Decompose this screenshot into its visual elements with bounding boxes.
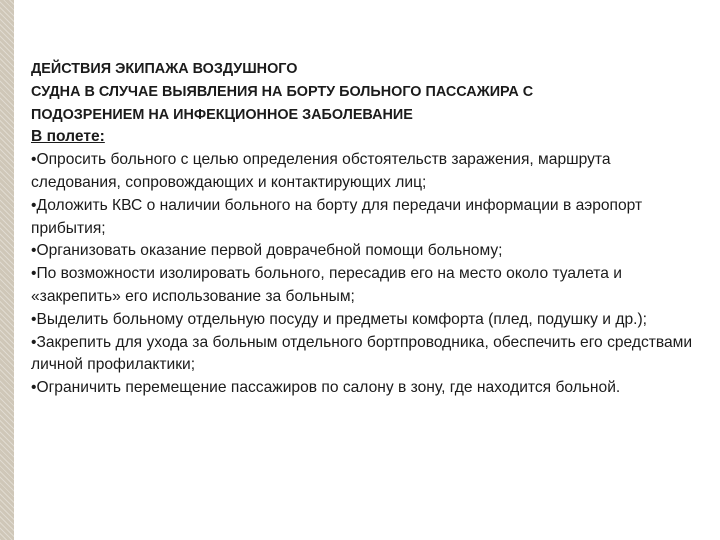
list-item xyxy=(31,377,703,400)
decorative-side-stripe xyxy=(0,0,14,540)
list-item xyxy=(31,309,703,332)
slide-title xyxy=(31,58,703,126)
bullet-marker: • xyxy=(31,379,37,397)
bullet-marker: • xyxy=(31,196,37,214)
list-item-text: Доложить КВС о наличии больного на борту для передачи информации в аэропорт прибытия; xyxy=(31,196,643,237)
list-item xyxy=(31,332,703,378)
list-item xyxy=(31,240,703,263)
slide-content xyxy=(31,58,703,400)
bullet-marker: • xyxy=(31,265,37,283)
slide xyxy=(14,0,720,540)
list-item-text: Ограничить перемещение пассажиров по салону в зону, где находится больной. xyxy=(36,379,621,397)
list-item xyxy=(31,195,703,241)
section-subheading: В полете: xyxy=(31,128,105,146)
list-item xyxy=(31,263,703,309)
list-item-text: По возможности изолировать больного, пересадив его на место около туалета и «закрепить» его использование за больным; xyxy=(31,265,622,305)
bullet-marker: • xyxy=(31,242,37,260)
bullet-marker: • xyxy=(31,151,37,169)
list-item-text: Опросить больного с целью определения обстоятельств заражения, маршрута следования, сопровождающих и контактирующих лиц; xyxy=(31,151,611,191)
bullet-list xyxy=(31,149,703,400)
bullet-marker: • xyxy=(31,333,37,351)
list-item-text: Организовать оказание первой доврачебной помощи больному; xyxy=(36,242,503,260)
list-item-text: Выделить больному отдельную посуду и предметы комфорта (плед, подушку и др.); xyxy=(36,310,647,328)
list-item-text: Закрепить для ухода за больным отдельного бортпроводника, обеспечить его средствами личной профилактики; xyxy=(31,333,693,374)
title-line-1: ДЕЙСТВИЯ ЭКИПАЖА ВОЗДУШНОГО xyxy=(31,61,298,77)
title-line-3: ПОДОЗРЕНИЕМ НА ИНФЕКЦИОННОЕ ЗАБОЛЕВАНИЕ xyxy=(31,106,413,123)
bullet-marker: • xyxy=(31,310,37,328)
title-line-2: СУДНА В СЛУЧАЕ ВЫЯВЛЕНИЯ НА БОРТУ БОЛЬНОГО ПАССАЖИРА С xyxy=(31,83,534,100)
list-item xyxy=(31,149,703,195)
